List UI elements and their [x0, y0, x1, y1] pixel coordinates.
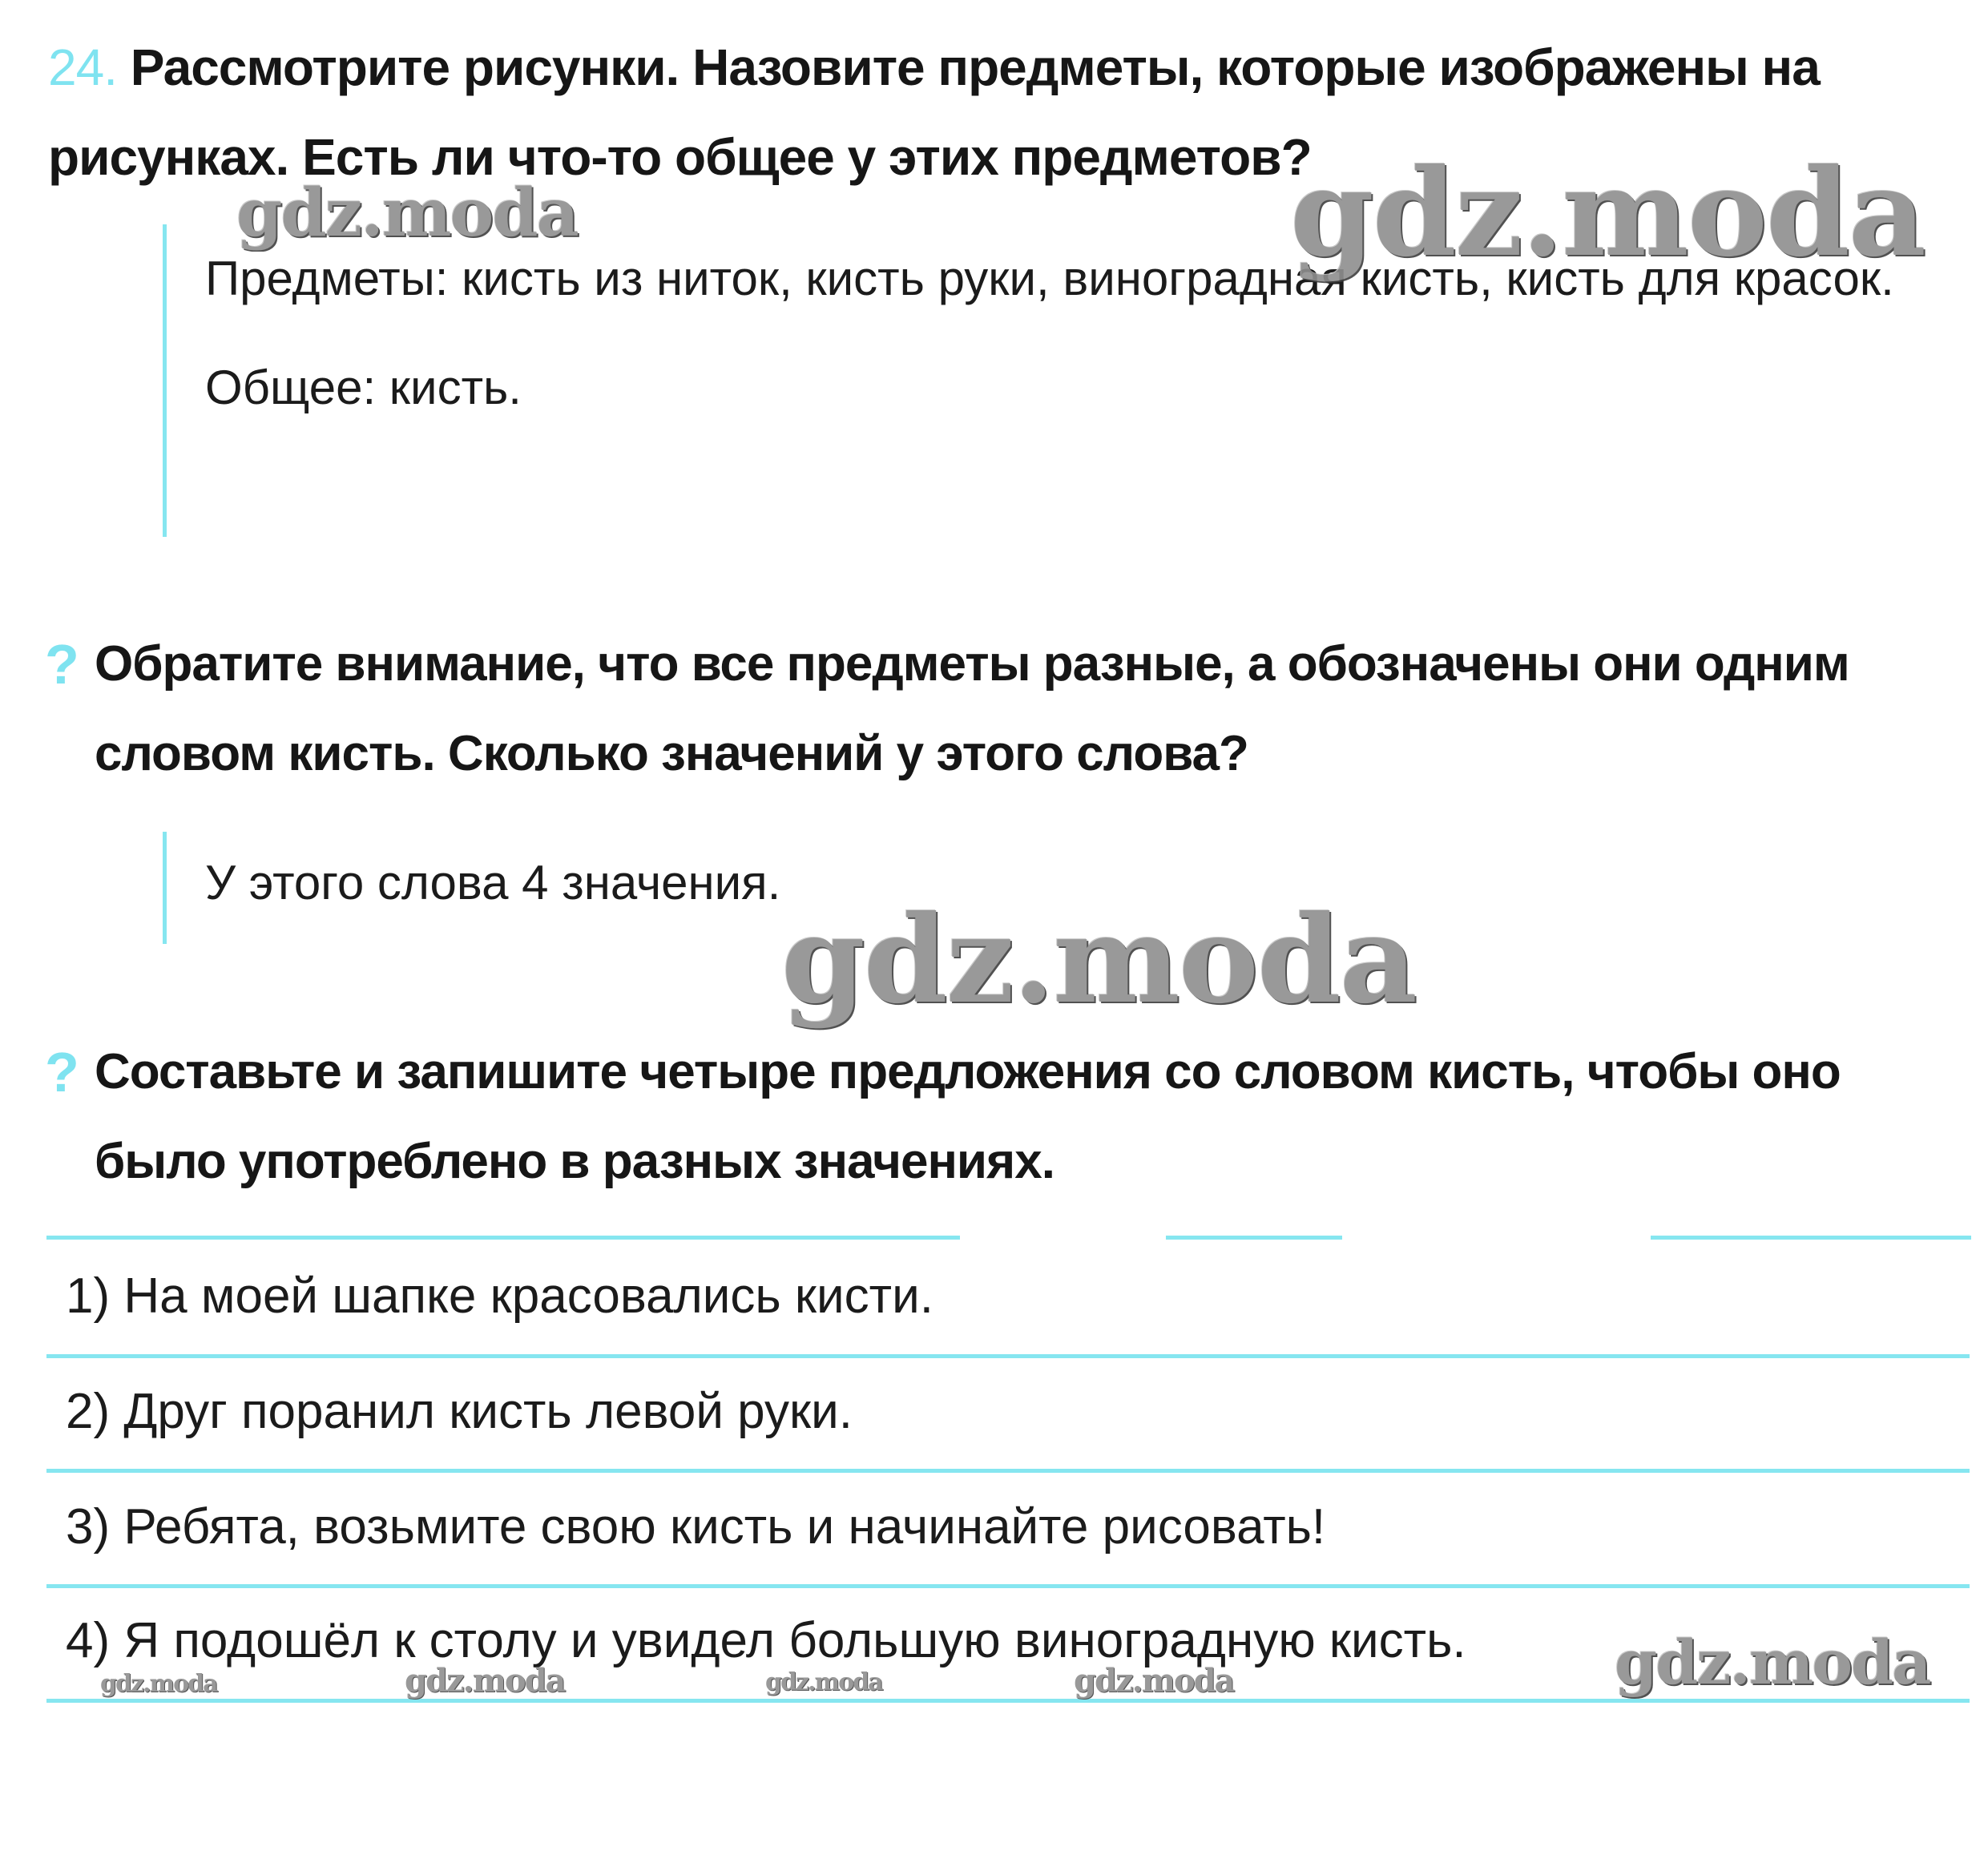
sentence-3: 3) Ребята, возьмите свою кисть и начинайте рисовать!: [66, 1499, 1326, 1555]
watermark: gdz.moda: [1615, 1627, 1930, 1698]
top-rule-segment: [46, 1236, 960, 1240]
question-1: [45, 619, 1952, 799]
question-2: [45, 1027, 1952, 1207]
top-rule-segment: [1166, 1236, 1342, 1240]
answer-items: Предметы: кисть из ниток, кисть руки, виноградная кисть, кисть для красок.: [205, 252, 1894, 305]
question-1-text: Обратите внимание, что все предметы разные, а обозначены они одним словом кисть. Сколько значений у этого слова?: [95, 636, 1849, 781]
top-rule-segment: [1651, 1236, 1971, 1240]
watermark: gdz.moda: [236, 175, 578, 252]
divider-line: [46, 1469, 1970, 1473]
task-number: 24.: [48, 38, 117, 96]
divider-line: [46, 1354, 1970, 1358]
sentence-2: 2) Друг поранил кисть левой руки.: [66, 1384, 853, 1439]
answer-common: Общее: кисть.: [205, 361, 522, 414]
watermark: gdz.moda: [405, 1662, 565, 1700]
watermark: gdz.moda: [100, 1670, 217, 1698]
watermark: gdz.moda: [781, 889, 1417, 1030]
answer-meanings: У этого слова 4 значения.: [205, 856, 781, 909]
watermark: gdz.moda: [765, 1668, 882, 1696]
sentence-1: 1) На моей шапке красовались кисти.: [66, 1268, 934, 1324]
question-mark-icon: ?: [45, 1041, 79, 1103]
divider-line: [46, 1584, 1970, 1588]
question-2-text: Составьте и запишите четыре предложения со словом кисть, чтобы оно было употреблено в разных значениях.: [95, 1044, 1841, 1189]
divider-line: [46, 1699, 1970, 1703]
watermark: gdz.moda: [1290, 143, 1925, 284]
task-text: Рассмотрите рисунки. Назовите предметы, которые изображены на рисунках. Есть ли что-то общее у этих предметов?: [48, 38, 1820, 186]
watermark: gdz.moda: [1074, 1662, 1234, 1700]
question-mark-icon: ?: [45, 633, 79, 696]
sentence-4: 4) Я подошёл к столу и увидел большую виноградную кисть.: [66, 1613, 1466, 1668]
